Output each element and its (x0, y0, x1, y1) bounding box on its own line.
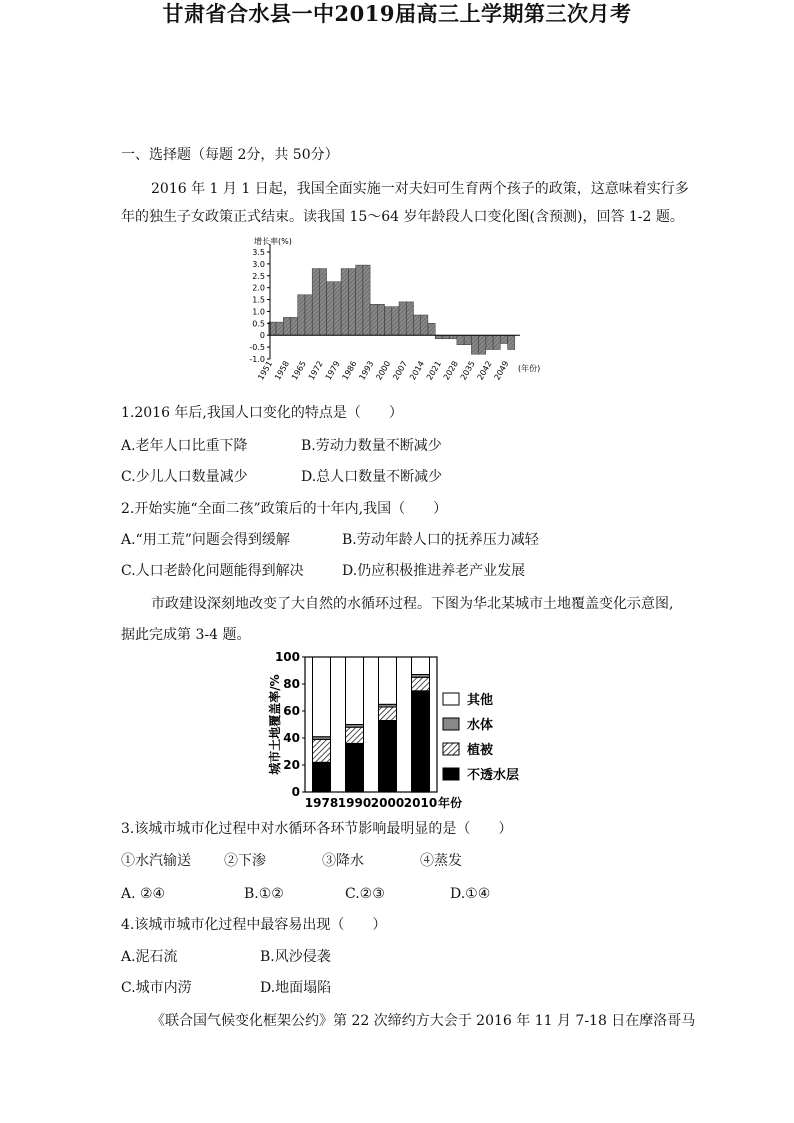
cover-bar-segment (379, 657, 397, 704)
growth-bar (500, 335, 507, 343)
growth-bar (348, 269, 355, 336)
growth-bar (435, 335, 442, 339)
q2-option-d: D.仍应积极推进养老产业发展 (342, 563, 526, 579)
x-axis-label: (年份) (518, 364, 541, 373)
growth-bar (450, 335, 457, 339)
x-tick-label: 1958 (273, 359, 292, 382)
x-axis-suffix: 年份 (438, 796, 463, 810)
legend-label: 其他 (467, 693, 494, 708)
q2-option-a: A.“用工荒”问题会得到缓解 (121, 532, 290, 548)
q3-item-4: ④蒸发 (420, 853, 462, 869)
growth-bar (406, 302, 413, 335)
legend-swatch (443, 768, 459, 780)
y-tick-label: 20 (283, 758, 300, 772)
growth-bar (385, 307, 392, 336)
growth-bar (305, 295, 312, 335)
x-tick-label: 2007 (391, 359, 410, 382)
growth-bar (327, 282, 334, 336)
q1-option-d: D.总人口数量不断减少 (301, 469, 443, 485)
y-tick-label: 40 (283, 731, 300, 745)
q3-option-a: A. ②④ (121, 886, 166, 902)
y-axis-label: 增长率(%) (254, 237, 292, 246)
y-tick-label: 2.0 (252, 283, 265, 293)
y-tick-label: -0.5 (249, 343, 265, 353)
growth-bar (392, 307, 399, 336)
cover-bar-segment (412, 691, 430, 792)
x-tick-label: 2035 (458, 359, 477, 382)
growth-bar (312, 269, 319, 336)
q4-option-d: D.地面塌陷 (260, 980, 332, 996)
intro2-line2: 据此完成第 3-4 题。 (121, 627, 251, 643)
q3-stem: 3.该城市城市化过程中对水循环各环节影响最明显的是（ ） (121, 821, 513, 837)
q3-item-1: ①水汽输送 (121, 853, 191, 869)
intro2-line1: 市政建设深刻地改变了大自然的水循环过程。下图为华北某城市土地覆盖变化示意图, (151, 596, 674, 612)
legend-swatch (443, 718, 459, 730)
q2-stem: 2.开始实施“全面二孩”政策后的十年内,我国（ ） (121, 501, 448, 517)
x-tick-label: 2000 (374, 359, 393, 382)
population-growth-chart (240, 232, 560, 397)
growth-bar (442, 335, 449, 339)
q3-option-d: D.①④ (450, 886, 491, 902)
growth-bar (493, 335, 500, 349)
growth-bar (428, 323, 435, 335)
legend-swatch (443, 743, 459, 755)
y-tick-label: -1.0 (249, 355, 265, 364)
growth-bar (464, 335, 471, 345)
q2-option-b: B.劳动年龄人口的抚养压力减轻 (342, 532, 539, 548)
y-tick-label: 60 (283, 704, 300, 718)
x-tick-label: 2042 (475, 359, 494, 382)
growth-bar (334, 282, 341, 336)
y-tick-label: 0.5 (252, 319, 265, 329)
x-tick-label: 2000 (370, 796, 405, 810)
intro3-line1: 《联合国气候变化框架公约》第 22 次缔约方大会于 2016 年 11 月 7-18 日在摩洛哥马 (151, 1013, 696, 1029)
q4-option-a: A.泥石流 (121, 949, 178, 965)
growth-bar (421, 315, 428, 335)
x-tick-label: 1951 (256, 359, 275, 382)
y-tick-label: 2.5 (252, 271, 265, 281)
q3-item-3: ③降水 (322, 853, 364, 869)
intro1-line1: 2016 年 1 月 1 日起，我国全面实施一对夫妇可生育两个孩子的政策，这意味着实行多 (151, 181, 689, 197)
legend-label: 植被 (467, 743, 494, 758)
cover-bar-segment (412, 677, 430, 691)
y-tick-label: 0 (291, 785, 300, 799)
y-tick-label: 100 (274, 650, 300, 664)
q4-option-b: B.风沙侵袭 (260, 949, 331, 965)
x-tick-label: 2049 (492, 359, 511, 382)
x-tick-label: 2010 (403, 796, 438, 810)
intro1-line2: 年的独生子女政策正式结束。读我国 15～64 岁年龄段人口变化图(含预测)，回答 1-2 题。 (121, 209, 684, 225)
q4-stem: 4.该城市城市化过程中最容易出现（ ） (121, 917, 387, 933)
legend-label: 不透水层 (467, 768, 520, 783)
growth-bar (414, 315, 421, 335)
q1-option-b: B.劳动力数量不断减少 (301, 438, 442, 454)
cover-bar-segment (313, 762, 331, 792)
growth-bar (471, 335, 478, 354)
cover-bar-segment (379, 707, 397, 721)
x-tick-label: 2028 (441, 359, 460, 382)
x-tick-label: 1990 (337, 796, 372, 810)
x-tick-label: 1972 (306, 359, 325, 382)
x-tick-label: 2014 (408, 359, 427, 382)
growth-bar (370, 304, 377, 335)
cover-bar-segment (313, 657, 331, 737)
q3-item-2: ②下渗 (224, 853, 266, 869)
cover-bar-segment (379, 721, 397, 793)
q1-option-a: A.老年人口比重下降 (121, 438, 248, 454)
y-tick-label: 1.5 (252, 295, 265, 305)
q2-option-c: C.人口老龄化问题能得到解决 (121, 563, 304, 579)
land-cover-chart (265, 648, 545, 814)
q4-option-c: C.城市内涝 (121, 980, 192, 996)
q3-option-c: C.②③ (345, 886, 385, 902)
x-tick-label: 1965 (289, 359, 308, 382)
growth-bar (291, 317, 298, 335)
growth-bar (486, 335, 493, 349)
growth-bar (319, 269, 326, 336)
cover-bar-segment (346, 657, 364, 725)
growth-bar (356, 265, 363, 335)
x-tick-label: 1978 (304, 796, 339, 810)
growth-bar (457, 335, 464, 345)
growth-bar (298, 295, 305, 335)
y-tick-label: 0 (259, 331, 265, 341)
y-tick-label: 3.5 (252, 248, 265, 257)
exam-title: 甘肃省合水县一中2019届高三上学期第三次月考 (162, 1, 632, 26)
x-tick-label: 2021 (424, 359, 443, 382)
growth-bar (363, 265, 370, 335)
cover-bar-segment (346, 743, 364, 792)
growth-bar (341, 269, 348, 336)
legend-label: 水体 (467, 718, 494, 733)
growth-bar (508, 335, 515, 349)
y-tick-label: 1.0 (252, 307, 265, 317)
section-heading: 一、选择题（每题 2分，共 50分） (121, 147, 339, 163)
y-axis-label: 城市土地覆盖率/% (268, 674, 282, 775)
growth-bar (479, 335, 486, 354)
growth-bar (283, 317, 290, 335)
q3-option-b: B.①② (244, 886, 284, 902)
x-tick-label: 1979 (323, 359, 342, 382)
legend-swatch (443, 693, 459, 705)
y-tick-label: 80 (283, 677, 300, 691)
growth-bar (276, 322, 283, 335)
cover-bar-segment (313, 739, 331, 762)
cover-bar-segment (412, 657, 430, 675)
cover-bar-segment (346, 727, 364, 743)
y-tick-label: 3.0 (252, 259, 265, 269)
growth-bar (377, 304, 384, 335)
growth-bar (399, 302, 406, 335)
q1-option-c: C.少儿人口数量减少 (121, 469, 248, 485)
q1-stem: 1.2016 年后,我国人口变化的特点是（ ） (121, 405, 403, 421)
x-tick-label: 1986 (340, 359, 359, 382)
x-tick-label: 1993 (357, 359, 376, 382)
